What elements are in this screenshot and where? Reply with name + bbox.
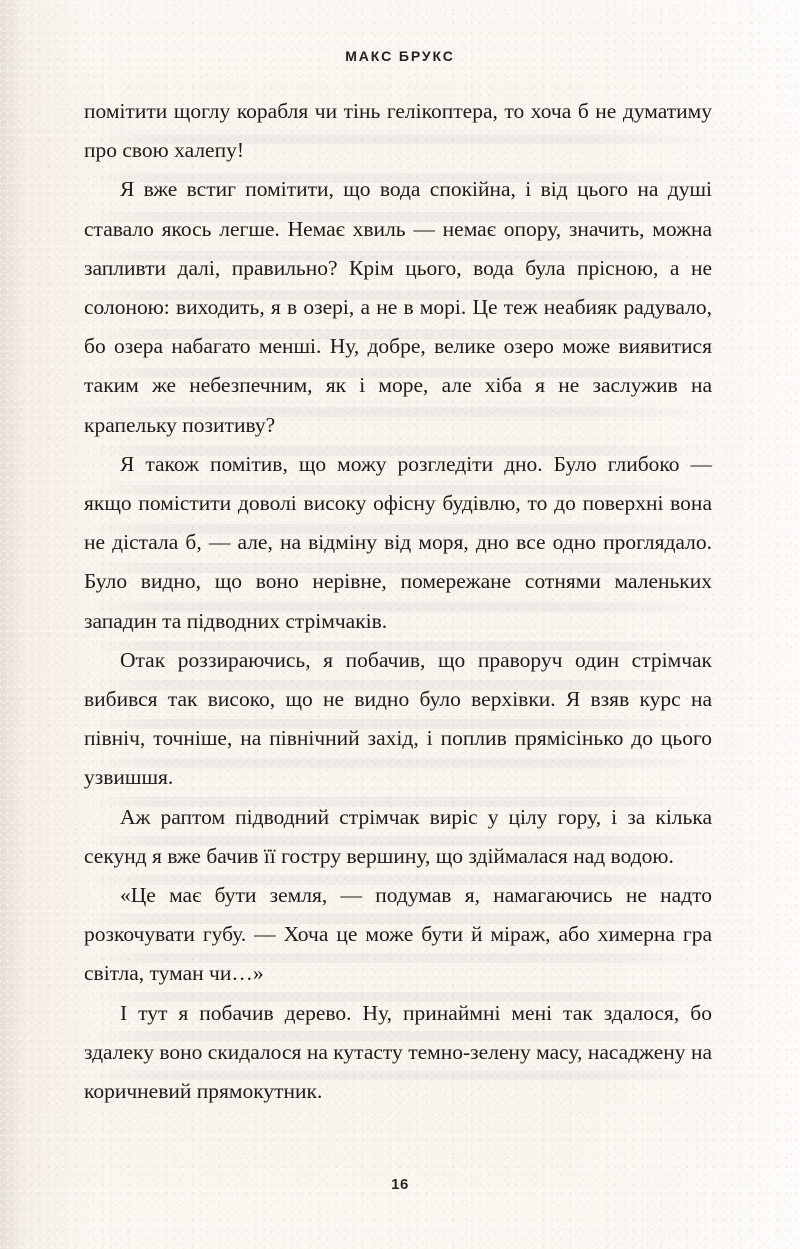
paragraph: Аж раптом підводний стрімчак виріс у цілу гору, і за кілька секунд я вже бачив її гостру вершину, що здіймалася над водою. (84, 804, 712, 868)
paragraph: Я також помітив, що можу розгледіти дно. Було глибоко — якщо помістити доволі високу офісну будівлю, то до поверхні вона не дістала б, — але, на відміну від моря, дно все одно проглядало. Було видно, що воно нерівне, помережане сотнями маленьких западин та підводних стрімчаків. (84, 451, 712, 633)
running-head: МАКС БРУКС (345, 48, 455, 64)
paragraph: «Це має бути земля, — подумав я, намагаючись не надто розкочувати губу. — Хоча це може бути й міраж, або химерна гра світла, туман чи…» (84, 883, 712, 986)
paragraph: І тут я побачив дерево. Ну, принаймні мені так здалося, бо здалеку воно скидалося на кутасту темно-зелену масу, насаджену на коричневий прямокутник. (84, 1000, 712, 1104)
paragraph: Отак роззираючись, я побачив, що праворуч один стрімчак вибився так високо, що не видно було верхівки. Я взяв курс на північ, точніше, на північний захід, і поплив прямісінько до цього узвишшя. (84, 647, 712, 790)
page-number: 16 (391, 1176, 409, 1193)
paragraph: Я вже встиг помітити, що вода спокійна, і від цього на душі ставало якось легше. Немає хвиль — немає опору, значить, можна запливти далі, правильно? Крім цього, вода була прісною, а не солоною: виходить, я в озері, а не в морі. Це теж неабияк радувало, бо озера набагато менші. Ну, добре, велике озеро може виявитися таким же небезпечним, як і море, але хіба я не заслужив на крапельку позитиву? (84, 177, 712, 437)
paragraph: помітити щоглу корабля чи тінь гелікоптера, то хоча б не думатиму про свою халепу! (84, 99, 712, 163)
body-text-block (84, 92, 712, 1111)
